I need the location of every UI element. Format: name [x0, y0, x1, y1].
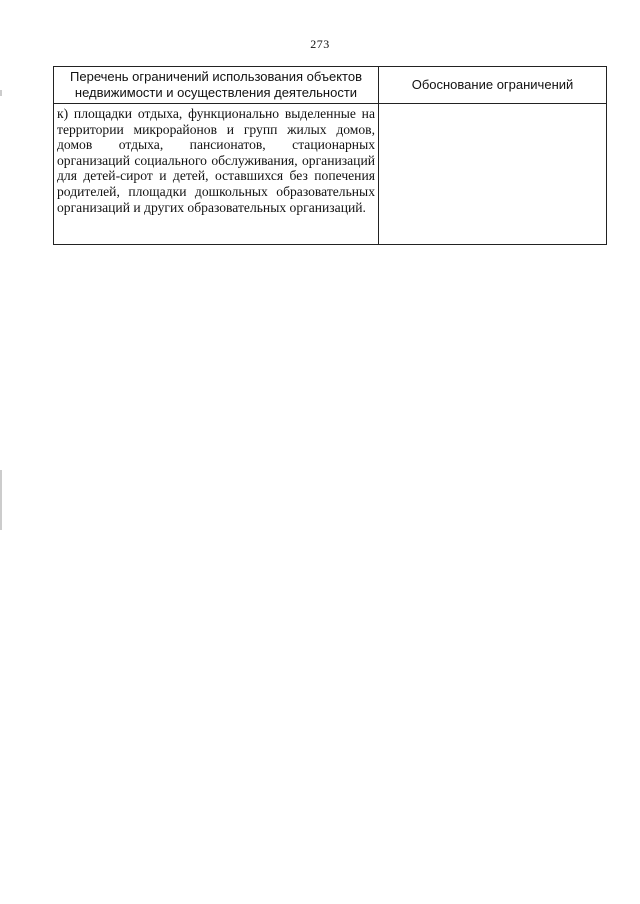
header-justification-label: Обоснование ограничений [411, 77, 574, 92]
restriction-text: к) площадки отдыха, функционально выделенные на территории микрорайонов и групп жилых домов, домов отдыха, пансионатов, стационарных организаций социального обслуживания, организаций для детей-сирот и детей, оставшихся без попечения родителей, площадки дошкольных образовательных организаций и других образовательных организаций. [57, 106, 375, 215]
header-restrictions-list-label: Перечень ограничений использования объектов недвижимости и осуществления деятельности [70, 69, 362, 100]
table-header-row [54, 67, 607, 104]
scan-artifact [0, 470, 2, 530]
restrictions-table [53, 66, 607, 245]
restriction-cell [54, 104, 379, 245]
table-row [54, 104, 607, 245]
justification-cell [379, 104, 607, 245]
scan-artifact [0, 90, 2, 96]
header-justification [379, 67, 607, 104]
page-number: 273 [310, 37, 330, 51]
justification-text [379, 104, 606, 108]
header-restrictions-list [54, 67, 379, 104]
